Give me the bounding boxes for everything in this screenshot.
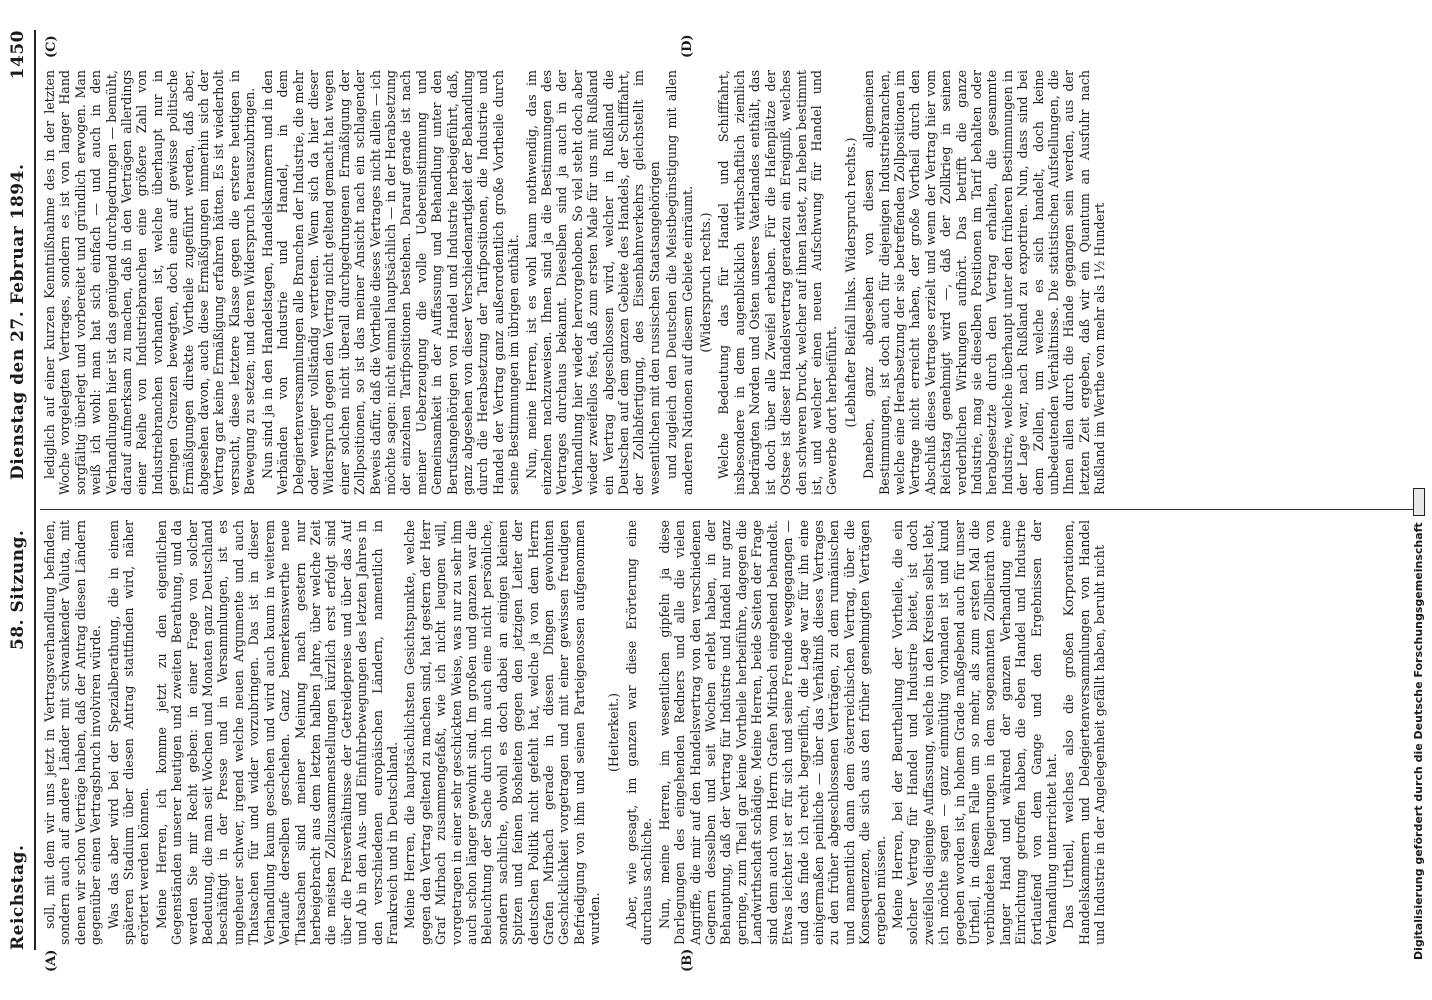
digitization-footer	[1412, 60, 1425, 960]
column-divider	[40, 509, 1420, 510]
header-rule	[34, 30, 36, 950]
dfg-logo-icon	[1413, 488, 1425, 516]
marker-b: (B)	[680, 948, 695, 972]
header-center: 58. Sitzung.	[8, 529, 28, 650]
paragraph: Meine Herren, bei der Beurtheilung der Vortheile, die ein solcher Vertrag für Handel und Industrie bietet, ist doch zweifellos diejenige Auffassung, welche in den Kreisen selbst lebt, ich möchte sagen — ganz einmüthig vorhanden ist und kund gegeben worden ist, in hohem Grade maßgebend auch für unser Urtheil, in diesem Falle um so mehr, als zum ersten Mal die verbündeten Regierungen in dem sogenannten Zollbeirath von langer Hand und während der ganzen Verhandlung eine Einrichtung getroffen haben, die eben Handel und Industrie fortlaufend von dem Gange und den Ergebnissen der Verhandlung unterrichtet hat.	[889, 520, 1059, 945]
interjection: (Lebhafter Beifall links. Widerspruch rechts.)	[842, 137, 858, 428]
paragraph: und zugleich den Deutschen die Meistbegünstigung mit allen anderen Nationen auf diesem Gebiete einräumt.	[664, 70, 695, 495]
header-left: Reichstag.	[8, 844, 28, 950]
running-header	[8, 30, 30, 950]
left-column	[42, 520, 1412, 945]
interjection: (Widerspruch rechts.)	[698, 212, 714, 353]
header-date: Dienstag den 27. Februar 1894.	[8, 163, 28, 480]
paragraph: Meine Herren, die hauptsächlichsten Gesichtspunkte, welche gegen den Vertrag geltend zu machen sind, hat gestern der Herr Graf Mirbach zusammengefaßt, wie ich nicht leugnen will, vorgetragen in einer sehr geschickten Weise, was nur zu sehr ihm auch schon länger gewohnt sind. Im großen und ganzen war die Beleuchtung der Sache durch ihn auch eine nicht persönliche, sondern sachliche, obwohl es doch dabei an einigen kleinen Spitzen und feinen Bosheiten gegen den jetzigen Leiter der deutschen Politik nicht gefehlt hat, welche ja von dem Herrn Grafen Mirbach gerade in diesen Dingen gewohnten Geschicklichkeit vorgetragen und mit einer gewissen freudigen Befriedigung von ihm und seinen Parteigenossen aufgenommen wurden.	[402, 520, 603, 945]
right-column	[42, 70, 1412, 495]
paragraph: Welche Bedeutung das für Handel und Schifffahrt, insbesondere in dem augenblicklich wirthschaftlich ziemlich bedrängten Norden und Osten unseres Vaterlandes enthält, das ist doch über alle Zweifel erhaben. Für die Hafenplätze der Ostsee ist dieser Handelsvertrag geradezu ein Ereigniß, welches den schweren Druck, welcher auf ihnen lastet, zu heben bestimmt ist, und welcher einen neuen Aufschwung für Handel und Gewerbe dort herbeiführt.	[716, 70, 840, 495]
paragraph: Nun, meine Herren, im wesentlichen gipfeln ja diese Darlegungen des eingehenden Redners und alle die vielen Angriffe, die mir auf den Handelsvertrag von den verschiedenen Gegnern desselben und seit Wochen erlebt haben, in der Behauptung, daß der Vertrag für Industrie und Handel nur ganz geringe, zum Theil gar keine Vortheile herbeiführe, dagegen die Landwirthschaft schädige. Meine Herren, beide Seiten der Frage sind denn auch vom Herrn Grafen Mirbach eingehend behandelt. Etwas leichter ist er für sich und seine Freunde weggegangen — und das finde ich recht begreiflich, die Lage war für ihn eine einigermaßen peinliche — über das Verhältniß dieses Vertrages zu den früher abgeschlossenen Verträgen, zu dem rumänischen und namentlich dann dem österreichischen Vertrag, über die Konsequenzen, die sich aus den früher genehmigten Verträgen ergeben müssen.	[656, 520, 888, 945]
interjection: (Heiterkeit.)	[605, 693, 621, 772]
paragraph: lediglich auf einer kurzen Kenntnißnahme des in der letzten Woche vorgelegten Vertrages, sondern es ist von langer Hand sorgfältig überlegt und vorbereitet und gründlich erwogen. Man weiß ich wohl: man hat sich einfach — und auch in den Verhandlungen hier ist das genügend durchgedrungen — bemüht, darauf aufmerksam zu machen, daß in den Verträgen allerdings einer Reihe von Industriebranchen eine größere Zahl von Industriebranchen vorhanden ist, welche überhaupt nur in geringen Grenzen bewegten, doch eine auf gewisse politische Ermäßigungen direkte Vortheile zugeführt werden, daß aber, abgesehen davon, auch diese Ermäßigungen immerhin sich der Vertrag gar keine Ermäßigung erfahren hätten. Es ist wiederholt versucht, diese letztere Klasse gegen die erstere heutigen in Bewegung zu setzen; und deren Widerspruch herauszubringen.	[42, 70, 258, 495]
marker-a: (A)	[44, 949, 59, 972]
page-number: 1450	[8, 30, 28, 80]
paragraph: Was das aber wird bei der Spezialberathung, die in einem späteren Stadium über diesen Antrag stattfinden wird, näher erörtert werden können.	[105, 520, 152, 945]
paragraph: soll, mit dem wir uns jetzt in Vertragsverhandlung befinden, sondern auch auf andere Länder mit schwankender Valuta, mit denen wir schon Verträge haben, daß der Antrag diesen Ländern gegenüber einen Vertragsbruch involviren würde.	[42, 520, 104, 945]
paragraph: Daneben, ganz abgesehen von diesen allgemeinen Bestimmungen, ist doch auch für diejenigen Industriebranchen, welche eine Herabsetzung der sie betreffenden Zollpositionen im Vertrage nicht erreicht haben, der große Vortheil durch den Abschluß dieses Vertrages erzielt und wenn der Vertrag hier vom Reichstag genehmigt wird —, daß der Zollkrieg in seinen verderblichen Wirkungen aufhört. Das betrifft die ganze Industrie, mag sie dieselben Positionen im Tarif behalten oder herabgesetzte durch den Vertrag erhalten, die gesammte Industrie, welche überhaupt unter den früheren Bestimmungen in der Lage war, nach Rußland zu exportiren. Nun, dass sind bei dem Zollen, um welche es sich handelt, doch keine unbedeutenden Verhältnisse. Die statistischen Aufstellungen, die Ihnen allen durch die Hände gegangen sein werden, aus der letzten Zeit ergeben, daß wir ein Quantum an Ausfuhr nach Rußland im Werthe von mehr als 1½ Hundert	[861, 70, 1108, 495]
marker-d: (D)	[680, 34, 695, 58]
paragraph: Das Urtheil, welches also die großen Korporationen, Handelskammern und Delegiertenversammlungen von Handel und Industrie in der Angelegenheit gefällt haben, beruht nicht	[1061, 520, 1108, 945]
paragraph: Nun sind ja in den Handelstagen, Handelskammern und in den Verbänden von Industrie und Handel, in dem Delegiertenversammlungen alle Branchen der Industrie, die mehr oder weniger vollständig vertreten. Wenn sich da hier dieser Widerspruch gegen den Vertrag nicht geltend gemacht hat wegen einer solchen nicht überall durchgedrungenen Ermäßigung der Zollpositionen, so ist das meiner Ansicht nach ein schlagender Beweis dafür, daß die Vortheile dieses Vertrages nicht allein — ich möchte sagen: nicht einmal hauptsächlich — in der Herabsetzung der einzelnen Tarifpositionen bestehen. Darauf gerade ist nach meiner Ueberzeugung die volle Uebereinstimmung und Gemeinsamkeit in der Auffassung und Behandlung unter den Berufsangehörigen von Handel und Industrie herbeigeführt, daß, ganz abgesehen von dieser Verschiedenartigkeit der Behandlung durch die Herabsetzung der Tarifpositionen, die Industrie und Handel der Vertrag ganz außerordentlich große Vortheile durch seine Bestimmungen im übrigen enthält.	[259, 70, 522, 495]
paragraph: Nun, meine Herren, ist es wohl kaum nothwendig, das im einzelnen nachzuweisen. Ihnen sind ja die Bestimmungen des Vertrages durchaus bekannt. Dieselben sind ja auch in der Verhandlung hier wieder hervorgehoben. So viel steht doch aber wieder zweifellos fest, daß zum ersten Male für uns mit Rußland ein Vertrag abgeschlossen wird, welcher in Rußland die Deutschen auf dem ganzen Gebiete des Handels, der Schifffahrt, der Zollabfertigung, des Eisenbahnverkehrs gleichstellt im wesentlichen mit den russischen Staatsangehörigen	[523, 70, 662, 495]
paragraph: Aber, wie gesagt, im ganzen war diese Erörterung eine durchaus sachliche.	[624, 520, 655, 945]
footer-text: Digitalisierung gefördert durch die Deutsche Forschungsgemeinschaft	[1412, 522, 1425, 960]
paragraph: Meine Herren, ich komme jetzt zu den eigentlichen Gegenständen unserer heutigen und zweiten Berathung, und da werden Sie mir Recht geben: in einer Frage von solcher Bedeutung, die man seit Wochen und Monaten ganz Deutschland beschäftigt in der Presse und in Versammlungen, ist es ungeheuer schwer, irgend welche neuen Argumente und auch Thatsachen für und wider vorzubringen. Das ist in dieser Verhandlung kaum geschehen und wird auch kaum in weiterem Verlaufe derselben geschehen. Ganz bemerkenswerthe neue Thatsachen sind meiner Meinung nach gestern nur herbeigebracht aus dem letzten halben Jahre, über welche Zeit die meisten Zollzusammenstellungen kürzlich erst erfolgt sind über die Preisverhältnisse der Getreidepreise und über das Auf und Ab in den Aus- und Einfuhrbewegungen des letzten Jahres in den verschiedenen europäischen Ländern, namentlich in Frankreich und in Deutschland.	[153, 520, 400, 945]
marker-c: (C)	[44, 35, 59, 58]
